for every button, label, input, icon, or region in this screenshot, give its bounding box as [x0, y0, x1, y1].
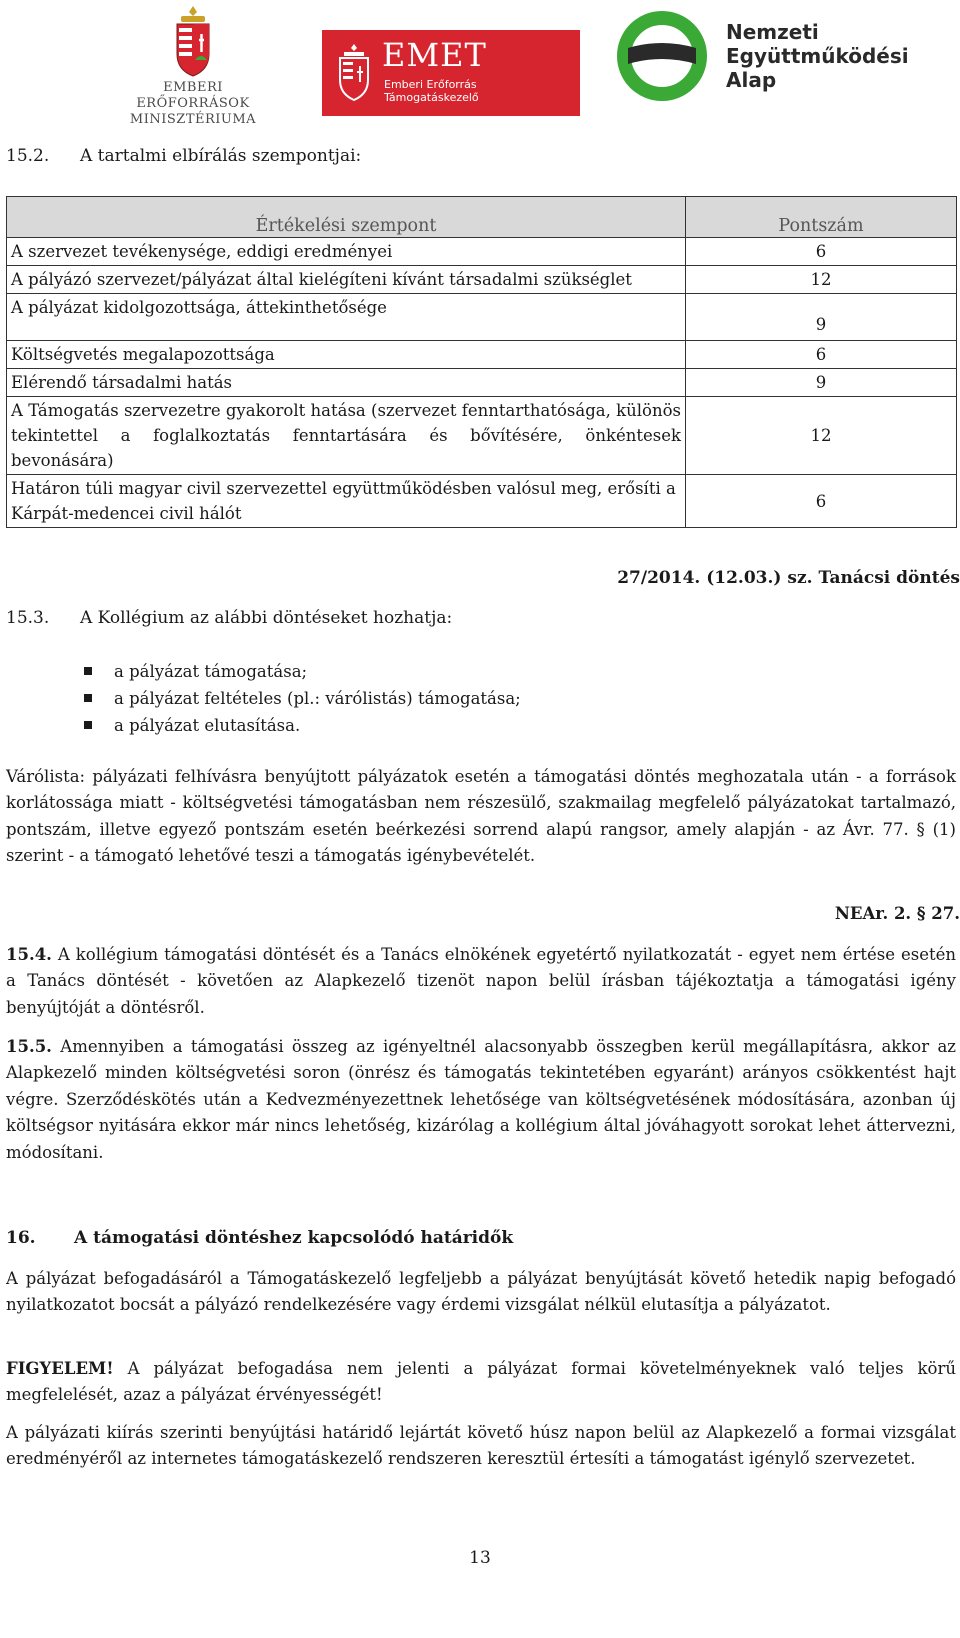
- list-item: a pályázat támogatása;: [84, 658, 521, 685]
- section-number: 15.4.: [6, 945, 52, 964]
- nea-ring-icon: [614, 8, 710, 104]
- table-row: [7, 475, 957, 528]
- emet-logo: [322, 30, 580, 116]
- criterion-points: 6: [686, 341, 957, 369]
- criterion-text: Költségvetés megalapozottsága: [7, 341, 686, 369]
- nea-name-line2: Együttműködési: [726, 44, 909, 68]
- section-number: 16.: [6, 1228, 36, 1248]
- section-number: 15.3.: [6, 608, 50, 628]
- criterion-text: Határon túli magyar civil szervezettel együttműködésben valósul meg, erősíti a Kárpát-medencei civil hálót: [7, 475, 686, 528]
- nea-name-line3: Alap: [726, 68, 777, 92]
- criteria-table: [6, 196, 957, 528]
- emmi-logo: [108, 4, 278, 127]
- emet-subtitle-line1: Emberi Erőforrás: [384, 78, 477, 91]
- page-number: 13: [469, 1548, 491, 1568]
- section-title: A támogatási döntéshez kapcsolódó határidők: [74, 1228, 514, 1248]
- header-logos: [0, 0, 960, 130]
- emmi-name-line2: MINISZTÉRIUMA: [129, 112, 257, 127]
- criterion-points: 12: [686, 397, 957, 475]
- emet-crest-icon: [336, 42, 372, 102]
- waitlist-paragraph: Várólista: pályázati felhívásra benyújtott pályázatok esetén a támogatási döntés meghozatala után - a források korlátossága miatt - költségvetési támogatásban nem részesülő, szakmailag megfelelő pályázatokat tartalmazó, pontszám, illetve egyező pontszám esetén beérkezési sorrend alapú rangsor, amely alapján - az Ávr. 77. § (1) szerint - a támogató lehetővé teszi a támogatás igénybevételét.: [6, 767, 956, 866]
- table-row: [7, 369, 957, 397]
- table-row: [7, 397, 957, 475]
- section-15-4-paragraph: [6, 942, 956, 1021]
- warning-text: A pályázat befogadása nem jelenti a pályázat formai követelményeknek való teljes körű megfelelését, azaz a pályázat érvényességét!: [6, 1359, 956, 1405]
- table-row: [7, 341, 957, 369]
- criterion-points: 12: [686, 266, 957, 294]
- section-title: A tartalmi elbírálás szempontjai:: [80, 146, 362, 166]
- criterion-points: 9: [686, 369, 957, 397]
- near-reference: NEAr. 2. § 27.: [834, 904, 960, 923]
- header-points: Pontszám: [686, 197, 957, 238]
- criterion-text: A Támogatás szervezetre gyakorolt hatása (szervezet fenntarthatósága, különös tekintettel a foglalkoztatás fenntartására és bővítésére, önkéntesek bevonására): [7, 397, 686, 475]
- header-criterion: Értékelési szempont: [7, 197, 686, 238]
- list-item: a pályázat elutasítása.: [84, 712, 521, 739]
- emet-subtitle: [384, 78, 479, 104]
- coat-of-arms-icon: [171, 4, 215, 80]
- section-15-5-paragraph: [6, 1034, 956, 1166]
- section-title: A Kollégium az alábbi döntéseket hozhatja:: [80, 608, 453, 628]
- section-16-paragraph-1: A pályázat befogadásáról a Támogatáskezelő legfeljebb a pályázat benyújtását követő hetedik napig befogadó nyilatkozatot bocsát a pályázó rendelkezésére vagy érdemi vizsgálat nélkül elutasítja a pályázatot.: [6, 1269, 956, 1315]
- table-row: [7, 266, 957, 294]
- emet-title: EMET: [382, 36, 487, 74]
- emmi-name-line1: EMBERI ERŐFORRÁSOK: [136, 80, 250, 111]
- criterion-text: Elérendő társadalmi hatás: [7, 369, 686, 397]
- section-number: 15.5.: [6, 1037, 52, 1056]
- warning-paragraph: [6, 1356, 956, 1409]
- section-text: Amennyiben a támogatási összeg az igényeltnél alacsonyabb összegben kerül megállapításra, akkor az Alapkezelő minden költségvetési soron (önrész és támogatás tekintetében egyaránt) arányos csökkentést hajt végre. Szerződéskötés után a Kedvezményezettnek lehetősége van költségvetésének módosítására, azonban új költségsor nyitására ekkor már nincs lehetőség, kizárólag a kollégium által jóváhagyott sorokat lehet áttervezni, módosítani.: [6, 1037, 956, 1162]
- section-16-paragraph-3: A pályázati kiírás szerinti benyújtási határidő lejártát követő húsz napon belül az Alapkezelő a formai vizsgálat eredményéről az internetes támogatáskezelő rendszeren keresztül értesíti a támogatást igénylő szervezetet.: [6, 1423, 956, 1469]
- criterion-points: 9: [686, 294, 957, 341]
- warning-label: FIGYELEM!: [6, 1359, 114, 1378]
- table-row: [7, 238, 957, 266]
- criterion-points: 6: [686, 238, 957, 266]
- emet-subtitle-line2: Támogatáskezelő: [384, 91, 479, 104]
- nea-logo: [614, 8, 954, 108]
- decision-options-list: [84, 658, 521, 739]
- list-item: a pályázat feltételes (pl.: várólistás) támogatása;: [84, 685, 521, 712]
- nea-name-line1: Nemzeti: [726, 20, 819, 44]
- section-16-heading: [6, 1228, 513, 1248]
- criterion-text: A pályázó szervezet/pályázat által kielégíteni kívánt társadalmi szükséglet: [7, 266, 686, 294]
- section-15-2-heading: [6, 146, 361, 166]
- nea-name: [726, 20, 909, 92]
- section-text: A kollégium támogatási döntését és a Tanács elnökének egyetértő nyilatkozatát - egyet nem értése esetén a Tanács döntését - követően az Alapkezelő tizenöt napon belül írásban tájékoztatja a támogatási igény benyújtóját a döntésről.: [6, 945, 956, 1017]
- criterion-points: 6: [686, 475, 957, 528]
- table-header-row: [7, 197, 957, 238]
- decision-reference: 27/2014. (12.03.) sz. Tanácsi döntés: [617, 568, 960, 588]
- criterion-text: A szervezet tevékenysége, eddigi eredményei: [7, 238, 686, 266]
- criterion-text: A pályázat kidolgozottsága, áttekinthetősége: [7, 294, 686, 341]
- table-row: [7, 294, 957, 341]
- section-number: 15.2.: [6, 146, 50, 166]
- section-15-3-heading: [6, 608, 452, 628]
